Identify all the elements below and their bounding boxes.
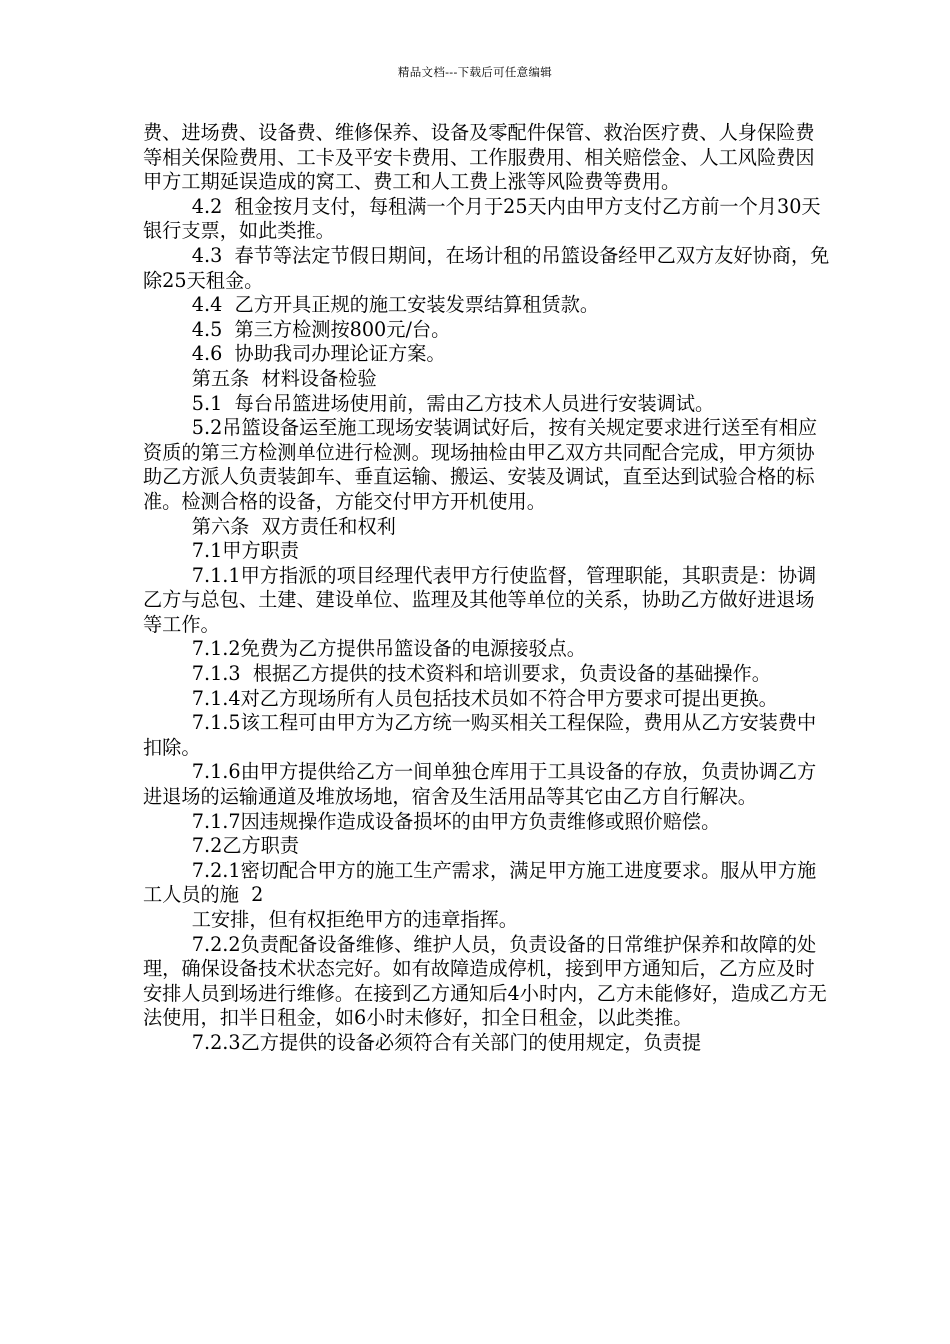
paragraph-7-1-4: 7.1.4对乙方现场所有人员包括技术员如不符合甲方要求可提出更换。 (143, 686, 778, 710)
paragraph-fees-continued: 费、进场费、设备费、维修保养、设备及零配件保管、救治医疗费、人身保险费等相关保险费用、工卡及平安卡费用、工作服费用、相关赔偿金、人工风险费因甲方工期延误造成的窝工、费工和人工费上涨等风险费等费用。 (143, 121, 815, 194)
paragraph-7-1-6: 7.1.6由甲方提供给乙方一间单独仓库用于工具设备的存放，负责协调乙方进退场的运输通道及堆放场地，宿舍及生活用品等其它由乙方自行解决。 (143, 760, 817, 809)
paragraph-7-1-1: 7.1.1甲方指派的项目经理代表甲方行使监督，管理职能，其职责是：协调乙方与总包、土建、建设单位、监理及其他等单位的关系，协助乙方做好进退场等工作。 (143, 563, 817, 636)
paragraph-7-1-5: 7.1.5该工程可由甲方为乙方统一购买相关工程保险，费用从乙方安装费中扣除。 (143, 711, 817, 759)
paragraph-7-2-1: 7.2.1密切配合甲方的施工生产需求，满足甲方施工进度要求。服从甲方施工人员的施 2 (143, 858, 817, 907)
paragraph-7-1-2: 7.1.2免费为乙方提供吊篮设备的电源接驳点。 (143, 637, 586, 661)
paragraph-7-1-3: 7.1.3 根据乙方提供的技术资料和培训要求，负责设备的基础操作。 (143, 662, 771, 686)
paragraph-4-2: 4.2 租金按月支付，每租满一个月于25天内由甲方支付乙方前一个月30天银行支票，如此类推。 (143, 194, 821, 243)
paragraph-4-5: 4.5 第三方检测按800元/台。 (143, 317, 451, 341)
paragraph-7-2-2: 7.2.2负责配备设备维修、维护人员，负责设备的日常维护保养和故障的处理，确保设备技术状态完好。如有故障造成停机，接到甲方通知后，乙方应及时安排人员到场进行维修。在接到乙方通知后4小时内，乙方未能修好，造成乙方无法使用，扣半日租金，如6小时未修好，扣全日租金，以此类推。 (143, 932, 827, 1030)
subheading-7-1: 7.1甲方职责 (143, 539, 300, 563)
paragraph-4-4: 4.4 乙方开具正规的施工安装发票结算租赁款。 (143, 293, 600, 317)
section-heading-6: 第六条 双方责任和权利 (143, 514, 396, 538)
paragraph-4-6: 4.6 协助我司办理论证方案。 (143, 342, 446, 366)
paragraph-7-1-7: 7.1.7因违规操作造成设备损坏的由甲方负责维修或照价赔偿。 (143, 809, 721, 833)
section-heading-5: 第五条 材料设备检验 (143, 366, 377, 390)
paragraph-7-2-3: 7.2.3乙方提供的设备必须符合有关部门的使用规定，负责提 (143, 1030, 702, 1054)
page-header: 精品文档---下载后可任意编辑 (397, 65, 553, 79)
paragraph-5-2: 5.2吊篮设备运至施工现场安装调试好后，按有关规定要求进行送至有相应资质的第三方检测单位进行检测。现场抽检由甲乙双方共同配合完成，甲方须协助乙方派人负责装卸车、垂直运输、搬运、安装及调试，直至达到试验合格的标准。检测合格的设备，方能交付甲方开机使用。 (143, 416, 818, 513)
paragraph-5-1: 5.1 每台吊篮进场使用前，需由乙方技术人员进行安装调试。 (143, 391, 715, 415)
paragraph-4-3: 4.3 春节等法定节假日期间，在场计租的吊篮设备经甲乙双方友好协商，免除25天租金。 (143, 243, 830, 292)
document-body (143, 121, 833, 1056)
subheading-7-2: 7.2乙方职责 (143, 834, 300, 858)
paragraph-7-2-1-continued: 工安排，但有权拒绝甲方的违章指挥。 (143, 908, 518, 931)
